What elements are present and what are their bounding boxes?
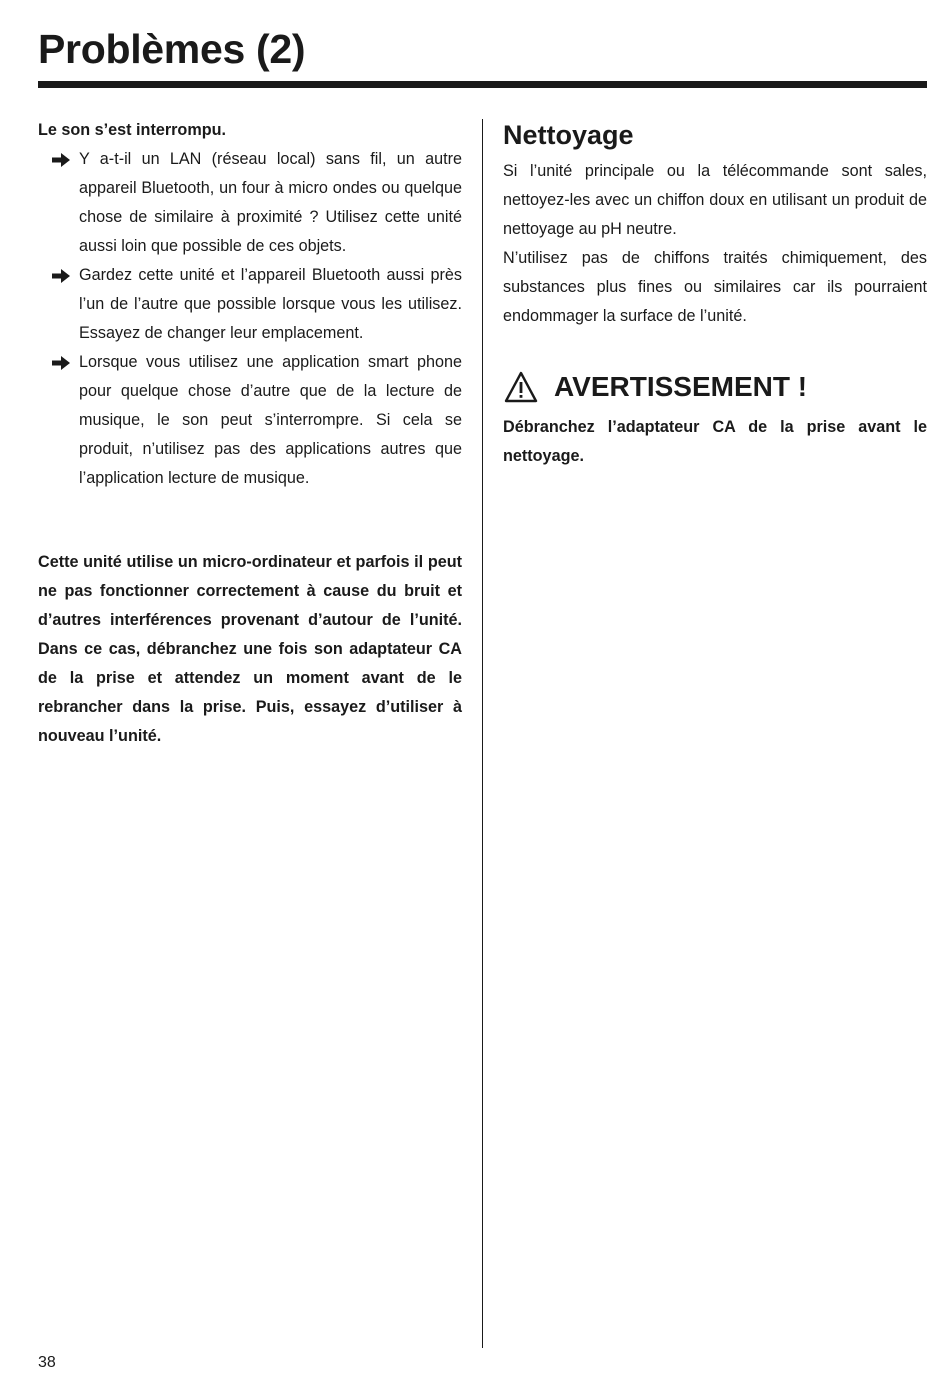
warning-triangle-icon <box>504 371 538 403</box>
warning-heading <box>503 367 927 407</box>
warning-title: AVERTISSEMENT ! <box>554 371 808 402</box>
arrow-right-icon <box>52 145 70 174</box>
cleaning-heading: Nettoyage <box>503 120 634 150</box>
cleaning-paragraph: Si l’unité principale ou la télécommande sont sales, nettoyez-les avec un chiffon doux en utilisant un produit de nettoyage au pH neutre. <box>503 162 927 238</box>
warning-text: Débranchez l’adaptateur CA de la prise avant le nettoyage. <box>503 418 927 465</box>
bullet-item <box>38 261 462 348</box>
bullet-item <box>38 348 462 493</box>
microcomputer-notice: Cette unité utilise un micro-ordinateur et parfois il peut ne pas fonctionner correctement à cause du bruit et d’autres interférences provenant d’autour de l’unité. Dans ce cas, débranchez une fois son adaptateur CA de la prise et attendez un moment avant de le rebrancher dans la prise. Puis, essayez d’utiliser à nouveau l’unité. <box>38 553 462 745</box>
cleaning-column <box>503 116 927 471</box>
bullet-item <box>38 145 462 261</box>
title-rule <box>38 81 927 88</box>
column-divider <box>482 119 483 1348</box>
arrow-right-icon <box>52 348 70 377</box>
page-title: Problèmes (2) <box>38 26 306 72</box>
issue-subheading: Le son s’est interrompu. <box>38 121 226 139</box>
cleaning-paragraph: N’utilisez pas de chiffons traités chimiquement, des substances plus fines ou similaires car ils pourraient endommager la surface de l’unité. <box>503 249 927 325</box>
troubleshooting-column <box>38 116 462 493</box>
arrow-right-icon <box>52 261 70 290</box>
bullet-text: Y a-t-il un LAN (réseau local) sans fil, un autre appareil Bluetooth, un four à micro ondes ou quelque chose de similaire à proximité ? Utilisez cette unité aussi loin que possible de ces objets. <box>79 150 462 255</box>
bullet-text: Gardez cette unité et l’appareil Bluetooth aussi près l’un de l’autre que possible lorsque vous les utilisez. Essayez de changer leur emplacement. <box>79 266 462 342</box>
page-number: 38 <box>38 1354 56 1371</box>
bullet-text: Lorsque vous utilisez une application smart phone pour quelque chose d’autre que de la lecture de musique, le son peut s’interrompre. Si cela se produit, n’utilisez pas des applications autres que l’application lecture de musique. <box>79 353 462 487</box>
